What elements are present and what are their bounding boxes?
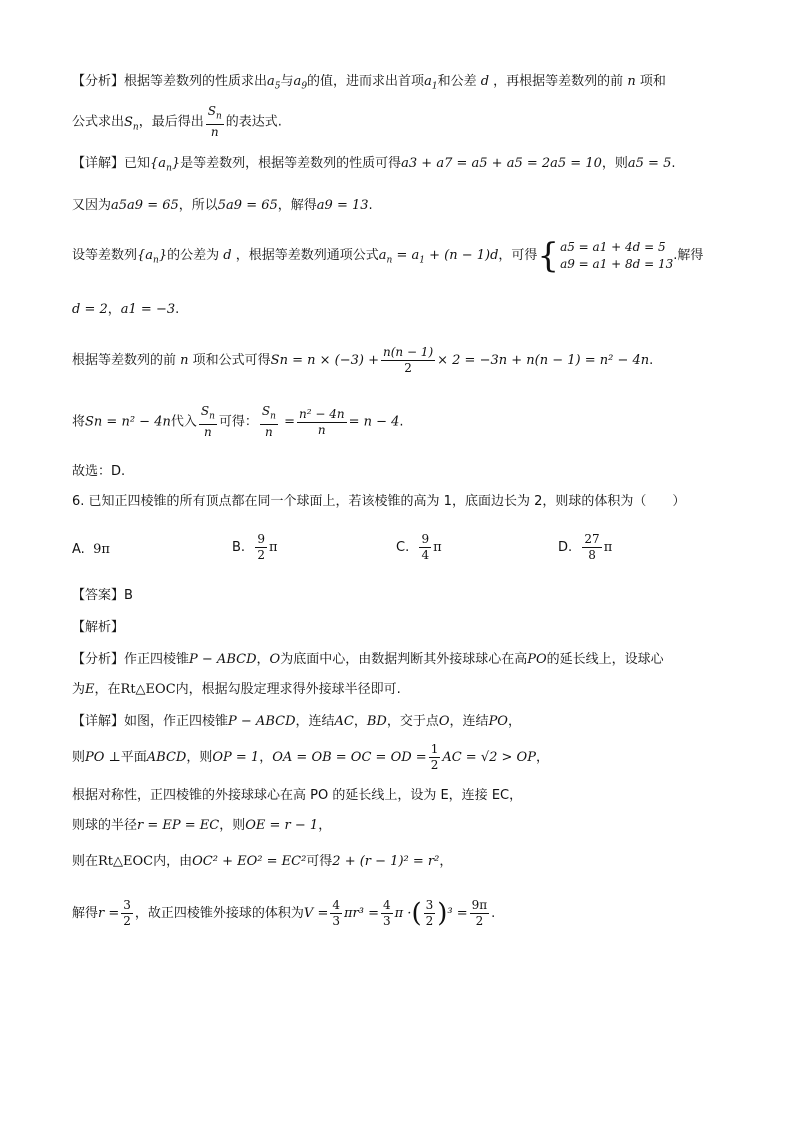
detail-line-6: 将Sn = n² − 4n代入 $\frac{S_n}{n}$ 可得： $\frac{S_n}{n}$ = $\frac{\text{n² − 4n}}{n}$ = n − 4. <box>72 404 404 440</box>
analysis-line-1: 【分析】根据等差数列的性质求出$a_5$与$a_9$的值，进而求出首项$a_1$和公差 d ，再根据等差数列的前 n 项和 <box>72 74 666 92</box>
solution-detail-line-5: 则在Rt△EOC内，由OC² + EO² = EC²可得2 + (r − 1)² = r²， <box>72 854 453 869</box>
answer-line: 【答案】B <box>72 588 133 603</box>
solution-analysis-line-1: 【分析】作正四棱锥P − ABCD，O为底面中心，由数据判断其外接球球心在高PO的延长线上，设球心 <box>72 652 664 667</box>
solution-analysis-line-2: 为E，在Rt△EOC内，根据勾股定理求得外接球半径即可. <box>72 682 401 697</box>
fraction: $\frac{n(n - 1)}{2}$ <box>382 345 434 375</box>
detail-line-3: 设等差数列$\{a_n\}$的公差为 d ，根据等差数列通项公式$a_n = a_1 + (n - 1)d$，可得{ a5 = a1 + 4d = 5 a9 = a1 + 8d = 13 .解得 <box>72 235 704 276</box>
solution-detail-line-6: 解得r = $\frac{3}{2}$ ，故正四棱锥外接球的体积为V = $\frac{4}{3}$ πr³ = $\frac{4}{3}$ π ·( $\frac{3}{2}$ )³ = $\frac{9\pi}{2}$ . <box>72 898 496 929</box>
equation-system: a5 = a1 + 4d = 5 a9 = a1 + 8d = 13 <box>560 239 674 271</box>
option-d: D. $\frac{27}{8}$ π <box>558 532 613 562</box>
fraction: $\frac{S_n}{n}$ <box>200 404 215 440</box>
option-c: C. $\frac{9}{4}$ π <box>396 532 442 562</box>
solution-detail-line-4: 则球的半径r = EP = EC，则OE = r − 1， <box>72 818 332 833</box>
choice-line: 故选：D. <box>72 464 126 479</box>
detail-line-5: 根据等差数列的前 n 项和公式可得Sn = n × (−3) + $\frac{n(n - 1)}{2}$ × 2 = −3n + n(n − 1) = n² − 4n. <box>72 345 654 375</box>
analysis-tag: 【分析】 <box>72 74 125 89</box>
fraction: $\frac{\text{n² − 4n}}{n}$ <box>298 406 345 437</box>
fraction: $\frac{S_n}{n}$ <box>261 404 276 440</box>
detail-line-1: 【详解】已知$\{a_n\}$是等差数列，根据等差数列的性质可得a3 + a7 = a5 + a5 = 2a5 = 10，则a5 = 5. <box>72 156 676 174</box>
solution-detail-line-3: 根据对称性，正四棱锥的外接球球心在高 PO 的延长线上，设为 E，连接 EC， <box>72 788 523 803</box>
solution-detail-line-1: 【详解】如图，作正四棱锥P − ABCD，连结AC，BD，交于点O，连结PO， <box>72 714 521 729</box>
detail-line-2: 又因为a5a9 = 65，所以5a9 = 65，解得a9 = 13. <box>72 198 373 213</box>
analysis-heading: 【解析】 <box>72 620 125 635</box>
question-stem: 6. 已知正四棱锥的所有顶点都在同一个球面上，若该棱锥的高为 1，底面边长为 2，则球的体积为（ ） <box>72 494 686 509</box>
analysis-line-2: 公式求出$S_n$，最后得出 $\frac{S_n}{n}$ 的表达式. <box>72 104 282 140</box>
solution-detail-line-2: 则PO ⊥平面ABCD，则OP = 1，OA = OB = OC = OD = $\frac{1}{2}$ AC = √2 > OP， <box>72 742 549 772</box>
fraction: $\frac{S_n}{n}$ <box>207 104 222 140</box>
detail-line-4: d = 2，a1 = −3. <box>72 302 180 317</box>
option-a: A. 9π <box>72 542 110 557</box>
fraction: $\frac{1}{2}$ <box>430 742 439 772</box>
option-b: B. $\frac{9}{2}$ π <box>232 532 278 562</box>
